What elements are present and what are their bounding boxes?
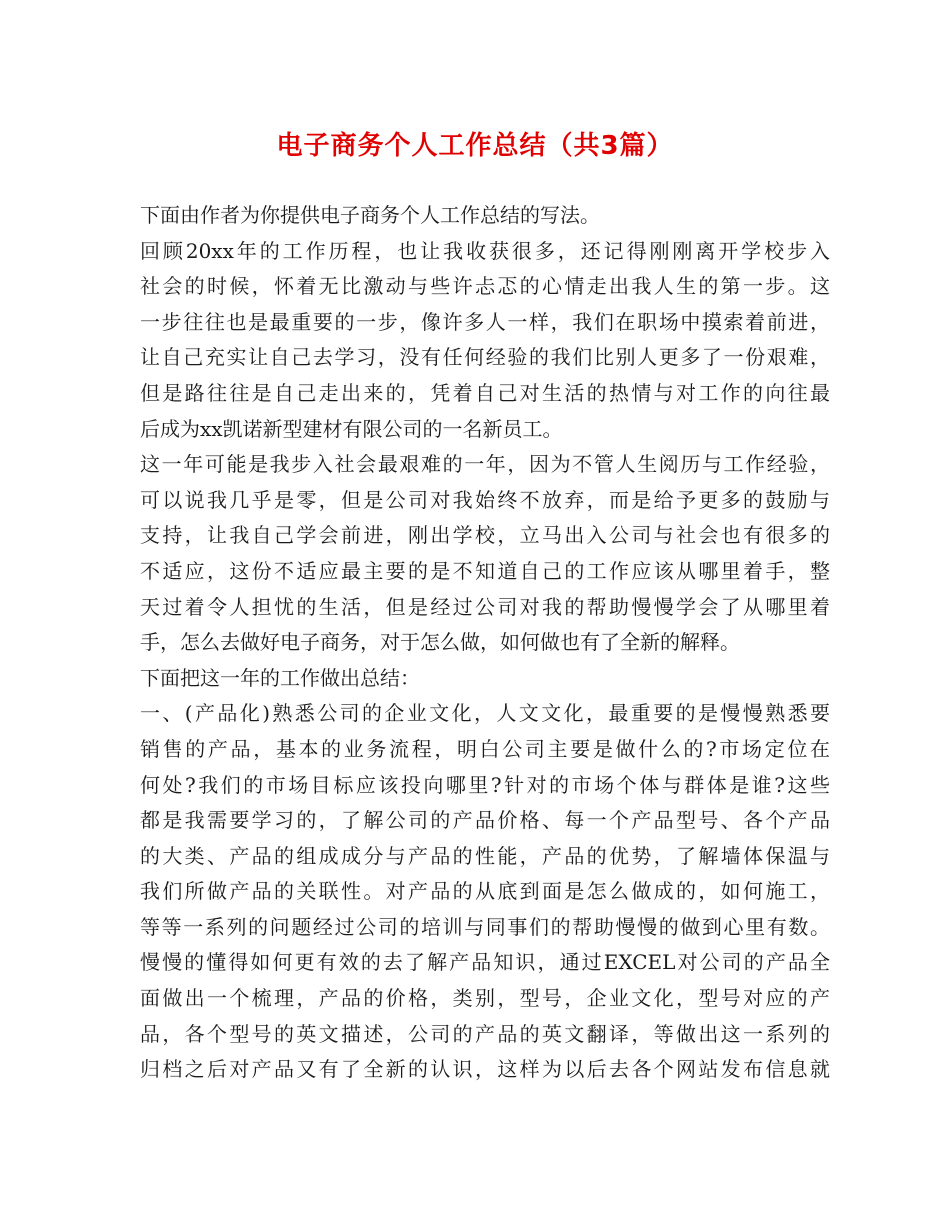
paragraph-line: 可以说我几乎是零，但是公司对我始终不放弃，而是给予更多的鼓励与 [140, 487, 830, 512]
paragraph-line: 后成为xx凯诺新型建材有限公司的一名新员工。 [140, 416, 563, 441]
paragraph-line: 不适应，这份不适应最主要的是不知道自己的工作应该从哪里着手，整 [140, 558, 830, 583]
paragraph-line: 都是我需要学习的，了解公司的产品价格、每一个产品型号、各个产品 [140, 808, 830, 833]
paragraph-line: 让自己充实让自己去学习，没有任何经验的我们比别人更多了一份艰难， [140, 345, 830, 370]
paragraph-line: 手，怎么去做好电子商务，对于怎么做，如何做也有了全新的解释。 [140, 630, 740, 655]
paragraph-line: 归档之后对产品又有了全新的认识，这样为以后去各个网站发布信息就 [140, 1057, 830, 1082]
paragraph-line: 面做出一个梳理，产品的价格，类别，型号，企业文化，型号对应的产 [140, 986, 830, 1011]
paragraph-line: 一步往往也是最重要的一步，像许多人一样，我们在职场中摸索着前进， [140, 309, 830, 334]
paragraph-line: 社会的时候，怀着无比激动与些许忐忑的心情走出我人生的第一步。这 [140, 274, 830, 299]
paragraph-line: 等等一系列的问题经过公司的培训与同事们的帮助慢慢的做到心里有数。 [140, 914, 830, 939]
paragraph-line: 的大类、产品的组成成分与产品的性能，产品的优势，了解墙体保温与 [140, 843, 830, 868]
paragraph-line: 支持，让我自己学会前进，刚出学校，立马出入公司与社会也有很多的 [140, 523, 830, 548]
paragraph-line: 下面由作者为你提供电子商务个人工作总结的写法。 [140, 203, 600, 227]
paragraph-line: 下面把这一年的工作做出总结： [140, 665, 420, 690]
paragraph-line: 天过着令人担忧的生活，但是经过公司对我的帮助慢慢学会了从哪里着 [140, 594, 830, 619]
paragraph-line: 但是路往往是自己走出来的，凭着自己对生活的热情与对工作的向往最 [140, 380, 830, 405]
paragraph-line: 销售的产品，基本的业务流程，明白公司主要是做什么的?市场定位在 [140, 736, 830, 761]
document-title: 电子商务个人工作总结（共3篇） [276, 131, 674, 161]
paragraph-line: 我们所做产品的关联性。对产品的从底到面是怎么做成的，如何施工， [140, 879, 830, 904]
paragraph-line: 何处?我们的市场目标应该投向哪里?针对的市场个体与群体是谁?这些 [140, 772, 830, 797]
paragraph-line: 慢慢的懂得如何更有效的去了解产品知识，通过EXCEL对公司的产品全 [140, 950, 830, 975]
paragraph-line: 一、(产品化)熟悉公司的企业文化，人文文化，最重要的是慢慢熟悉要 [140, 701, 830, 726]
paragraph-line: 这一年可能是我步入社会最艰难的一年，因为不管人生阅历与工作经验， [140, 452, 830, 477]
paragraph-line: 品，各个型号的英文描述，公司的产品的英文翻译，等做出这一系列的 [140, 1021, 830, 1046]
paragraph-line: 回顾20xx年的工作历程，也让我收获很多，还记得刚刚离开学校步入 [140, 238, 830, 263]
document-body [140, 198, 830, 1088]
